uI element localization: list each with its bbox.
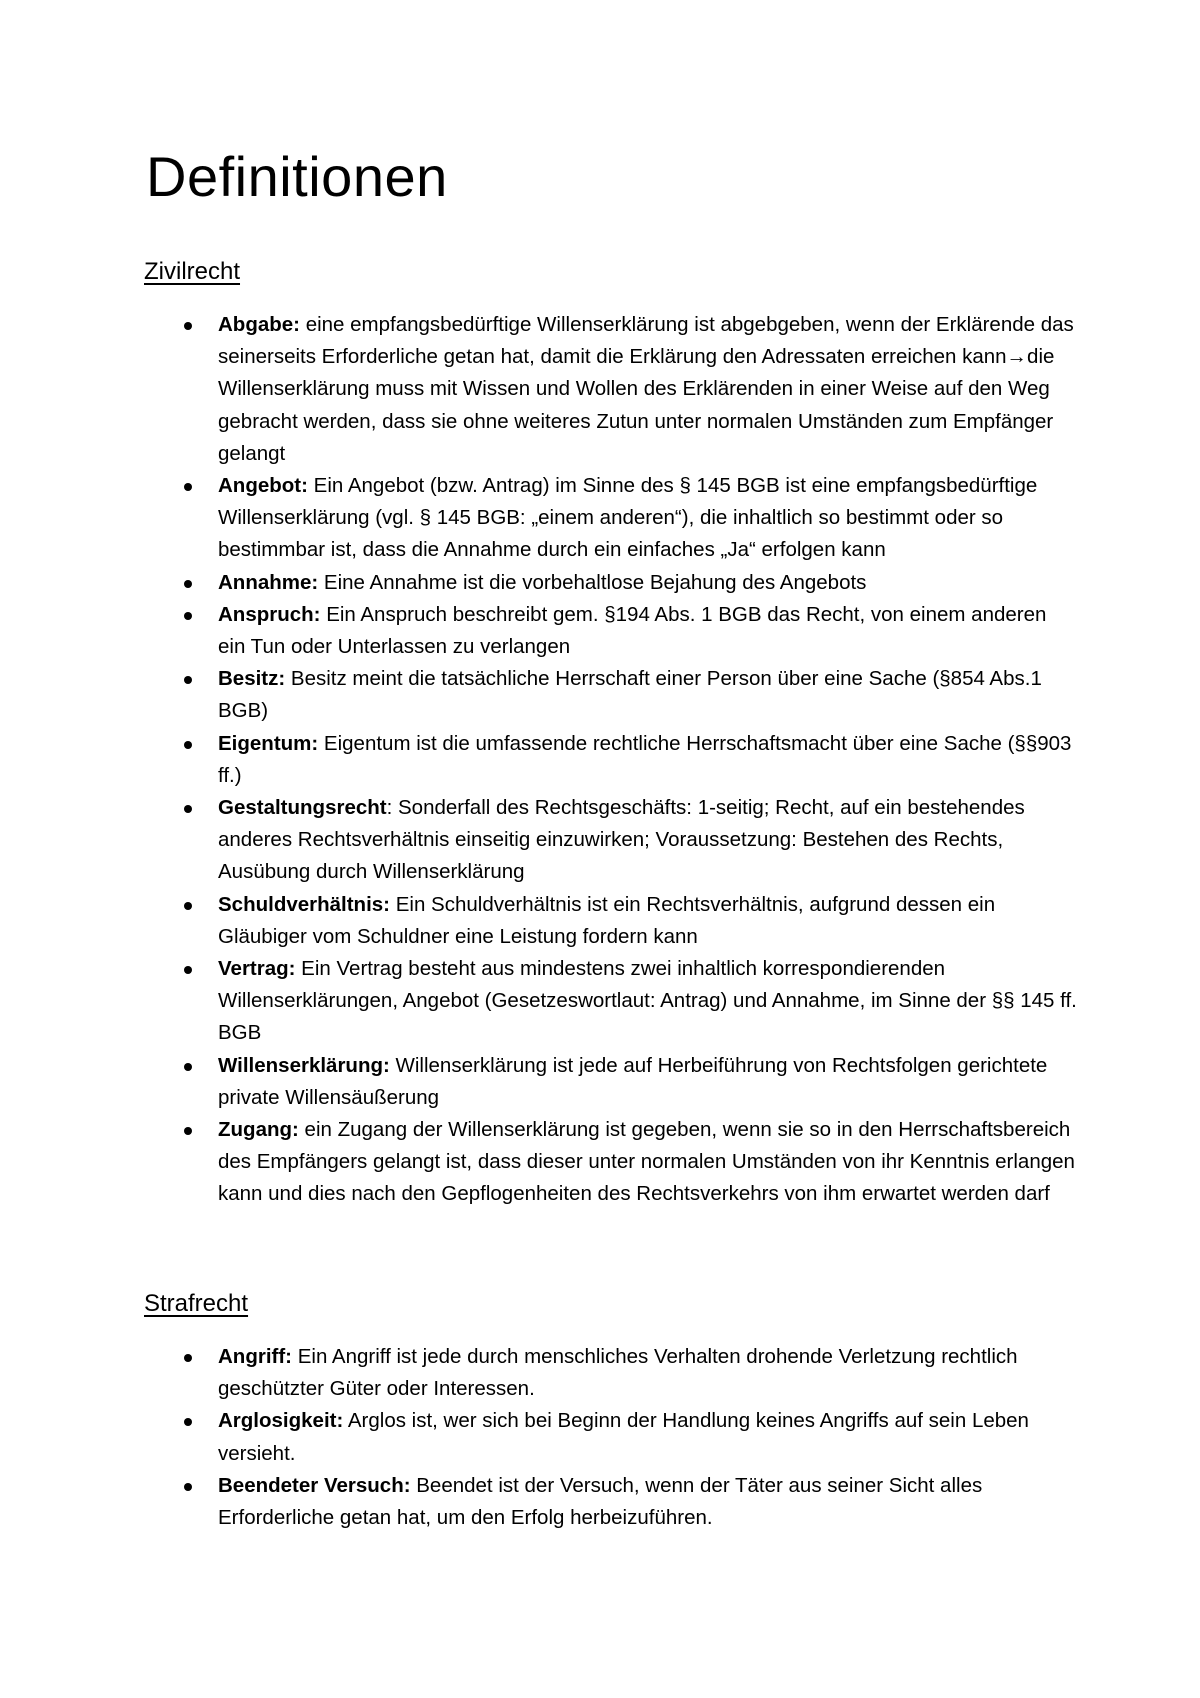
section-heading-strafrecht: Strafrecht [144, 1290, 249, 1317]
bullet-icon [184, 805, 192, 813]
list-item [218, 953, 1078, 1050]
list-item [218, 599, 1078, 663]
bullet-icon [184, 741, 192, 749]
list-item [218, 1405, 1078, 1469]
bullet-icon [184, 1483, 192, 1491]
definition-term: Willenserklärung: [218, 1053, 390, 1077]
definition-term: Schuldverhältnis: [218, 892, 391, 916]
definition-term: Angebot: [218, 474, 308, 498]
bullet-icon [184, 966, 192, 974]
list-item [218, 889, 1078, 953]
definition-list-zivilrecht [218, 309, 1078, 1211]
list-item [218, 1114, 1078, 1211]
definition-text: ein Zugang der Willenserklärung ist gegeben, wenn sie so in den Herrschaftsbereich des Empfängers gelangt ist, dass dieser unter normalen Umständen von ihr Kenntnis erlangen kann und dies nach den Gepflogenheiten des Rechtsverkehrs von ihm erwartet werden darf [218, 1118, 1075, 1206]
definition-text: Ein Angebot (bzw. Antrag) im Sinne des § 145 BGB ist eine empfangsbedürftige Willenserklärung (vgl. § 145 BGB: „einem anderen“), die inhaltlich so bestimmt oder so bestimmbar ist, dass die Annahme durch ein einfaches „Ja“ erfolgen kann [218, 474, 1038, 562]
definition-term: Vertrag: [218, 957, 296, 981]
definition-text: Ein Vertrag besteht aus mindestens zwei inhaltlich korrespondierenden Willenserklärungen, Angebot (Gesetzeswortlaut: Antrag) und Annahme, im Sinne der §§ 145 ff. BGB [218, 957, 1077, 1045]
definition-text: Ein Anspruch beschreibt gem. §194 Abs. 1 BGB das Recht, von einem anderen ein Tun oder Unterlassen zu verlangen [218, 602, 1047, 659]
bullet-icon [184, 1063, 192, 1071]
list-item [218, 470, 1078, 567]
definition-term: Arglosigkeit: [218, 1409, 344, 1433]
definition-text: Besitz meint die tatsächliche Herrschaft einer Person über eine Sache (§854 Abs.1 BGB) [218, 667, 1042, 723]
list-item [218, 663, 1078, 727]
definition-term: Abgabe: [218, 313, 300, 336]
definition-text: Eine Annahme ist die vorbehaltlose Bejahung des Angebots [318, 570, 867, 594]
definition-text: Ein Angriff ist jede durch menschliches Verhalten drohende Verletzung rechtlich geschützter Güter oder Interessen. [218, 1345, 1018, 1401]
definition-term: Zugang: [218, 1118, 299, 1142]
list-item [218, 728, 1078, 792]
list-item [218, 1341, 1078, 1405]
list-item [218, 1050, 1078, 1114]
definition-term: Eigentum: [218, 731, 319, 755]
bullet-icon [184, 1354, 192, 1362]
list-item [218, 567, 1078, 599]
definition-term: Angriff: [218, 1345, 293, 1368]
definition-text: eine empfangsbedürftige Willenserklärung ist abgebgeben, wenn der Erklärende das seinerseits Erforderliche getan hat, damit die Erklärung den Adressaten erreichen kann→die Willenserklärung muss mit Wissen und Wollen des Erklärenden in einer Weise auf den Weg gebracht werden, dass sie ohne weiteres Zutun unter normalen Umständen zum Empfänger gelangt [218, 313, 1074, 465]
bullet-icon [184, 580, 192, 588]
definition-text: : Sonderfall des Rechtsgeschäfts: 1-seitig; Recht, auf ein bestehendes anderes Rechtsverhältnis einseitig einzuwirken; Voraussetzung: Bestehen des Rechts, Ausübung durch Willenserklärung [218, 796, 1025, 884]
list-item [218, 1470, 1078, 1534]
bullet-icon [184, 902, 192, 910]
bullet-icon [184, 612, 192, 620]
bullet-icon [184, 676, 192, 684]
definition-term: Beendeter Versuch: [218, 1473, 411, 1497]
section-heading-zivilrecht: Zivilrecht [144, 258, 241, 285]
definition-text: Eigentum ist die umfassende rechtliche Herrschaftsmacht über eine Sache (§§903 ff.) [218, 731, 1072, 787]
definition-term: Anspruch: [218, 602, 321, 626]
definition-list-strafrecht [218, 1341, 1078, 1534]
definition-term: Besitz: [218, 667, 286, 691]
definition-text: Ein Schuldverhältnis ist ein Rechtsverhältnis, aufgrund dessen ein Gläubiger vom Schuldner eine Leistung fordern kann [218, 892, 996, 948]
page-title: Definitionen [146, 145, 448, 208]
bullet-icon [184, 322, 192, 330]
bullet-icon [184, 1418, 192, 1426]
bullet-icon [184, 1127, 192, 1135]
list-item [218, 309, 1078, 470]
definition-term: Annahme: [218, 570, 319, 594]
list-item [218, 792, 1078, 889]
definition-text: Beendet ist der Versuch, wenn der Täter aus seiner Sicht alles Erforderliche getan hat, um den Erfolg herbeizuführen. [218, 1473, 983, 1530]
definition-text: Willenserklärung ist jede auf Herbeiführung von Rechtsfolgen gerichtete private Willensäußerung [218, 1053, 1048, 1109]
definition-text: Arglos ist, wer sich bei Beginn der Handlung keines Angriffs auf sein Leben versieht. [218, 1409, 1029, 1465]
bullet-icon [184, 483, 192, 491]
definition-term: Gestaltungsrecht [218, 796, 387, 820]
